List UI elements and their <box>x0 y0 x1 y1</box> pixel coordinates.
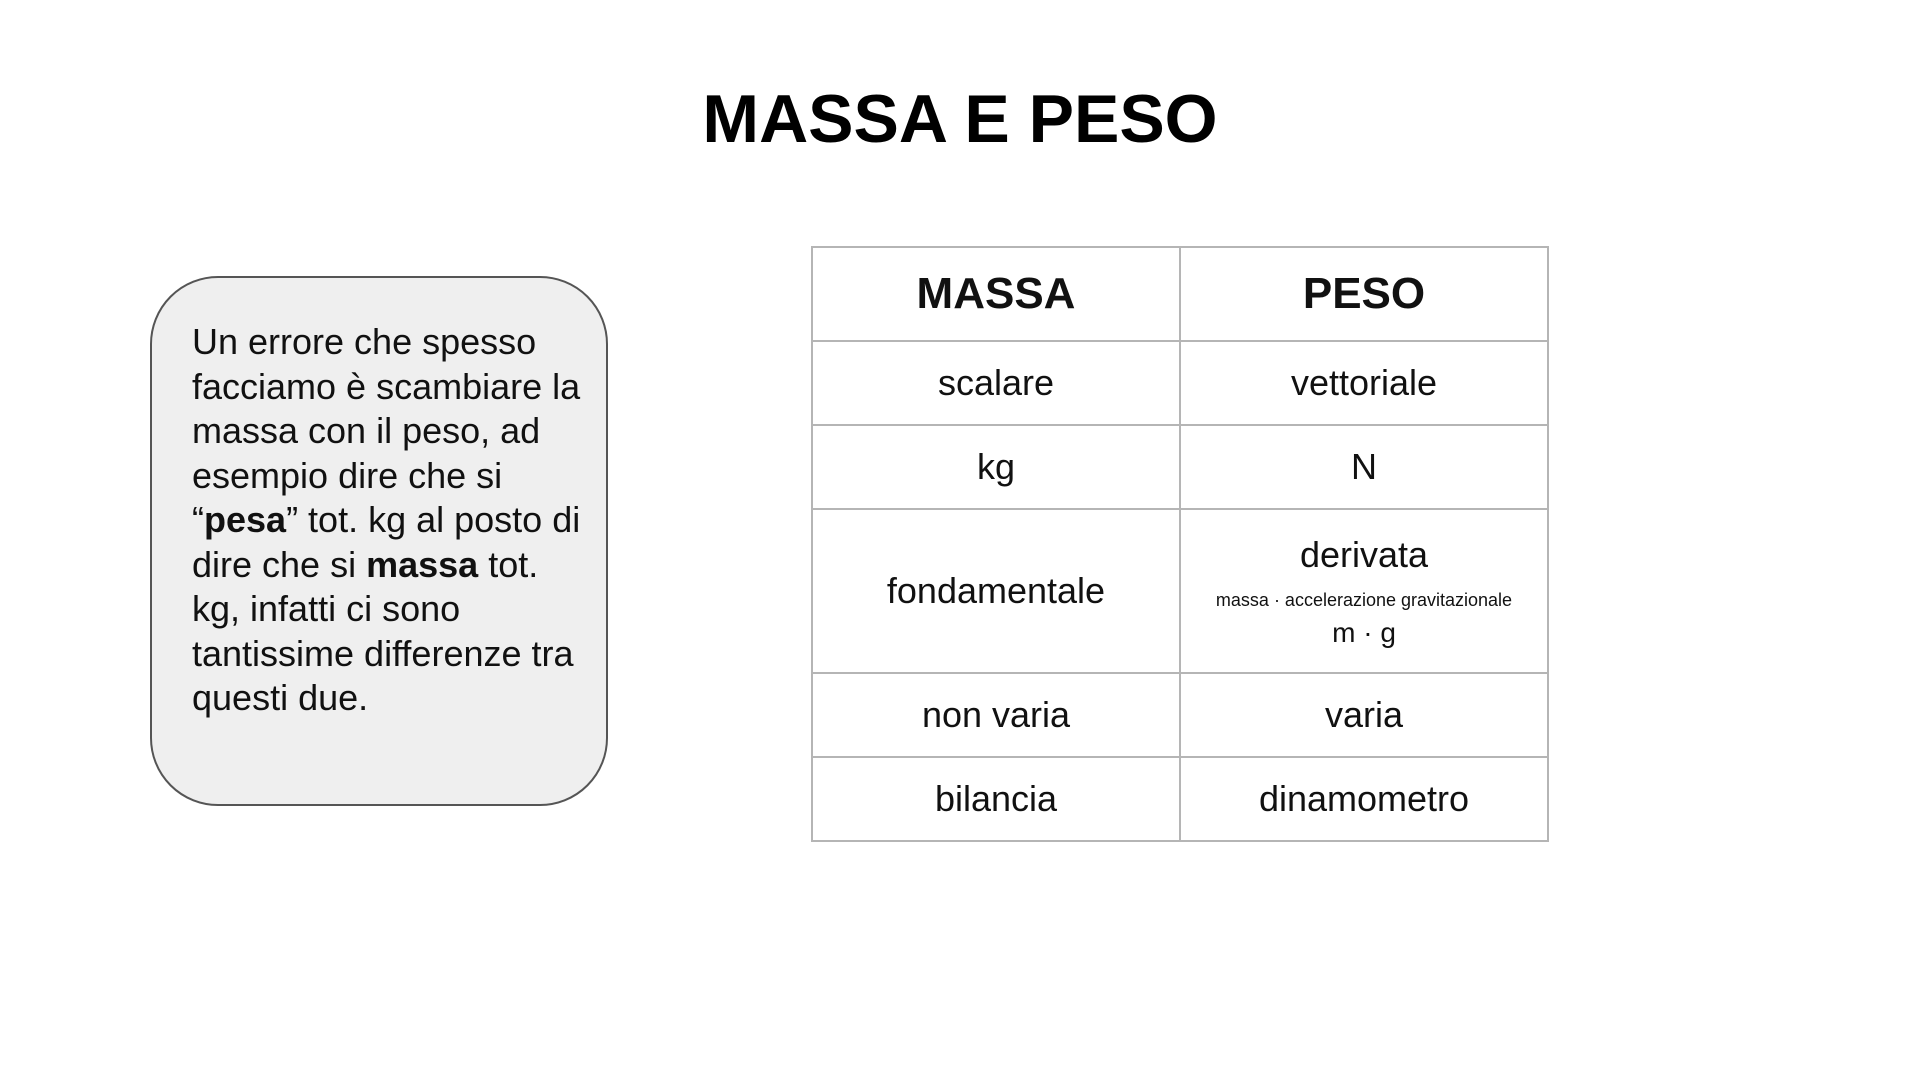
note-text <box>192 320 592 721</box>
table-row <box>812 509 1548 673</box>
note-text-part-1: Un errore che spesso facciamo è scambiare la massa con il peso, ad esempio dire che si “ <box>192 321 581 540</box>
cell-peso-main: derivata <box>1299 533 1429 575</box>
cell-massa: fondamentale <box>812 509 1180 673</box>
cell-peso-sub: massa · accelerazione gravitazionale <box>1215 589 1513 610</box>
comparison-table <box>811 246 1549 842</box>
table-header-row <box>812 247 1548 341</box>
page-title: MASSA E PESO <box>702 81 1218 157</box>
cell-peso: varia <box>1180 673 1548 757</box>
table-row <box>812 341 1548 425</box>
header-peso: PESO <box>1180 247 1548 341</box>
table-row <box>812 425 1548 509</box>
cell-peso: dinamometro <box>1180 757 1548 841</box>
cell-peso: vettoriale <box>1180 341 1548 425</box>
table-row <box>812 673 1548 757</box>
cell-massa: kg <box>812 425 1180 509</box>
table-row <box>812 757 1548 841</box>
note-text-part-3: tot. kg, infatti ci sono tantissime differenze tra questi due. <box>192 543 574 718</box>
note-text-part-2: ” tot. kg al posto di dire che si <box>192 499 581 585</box>
cell-massa: non varia <box>812 673 1180 757</box>
cell-peso: N <box>1180 425 1548 509</box>
cell-massa: scalare <box>812 341 1180 425</box>
cell-massa: bilancia <box>812 757 1180 841</box>
cell-peso <box>1180 509 1548 673</box>
note-box <box>150 276 608 806</box>
cell-peso-formula: m · g <box>1332 616 1396 648</box>
note-bold-massa: massa <box>366 543 479 585</box>
header-massa: MASSA <box>812 247 1180 341</box>
note-bold-pesa: pesa <box>204 499 287 540</box>
